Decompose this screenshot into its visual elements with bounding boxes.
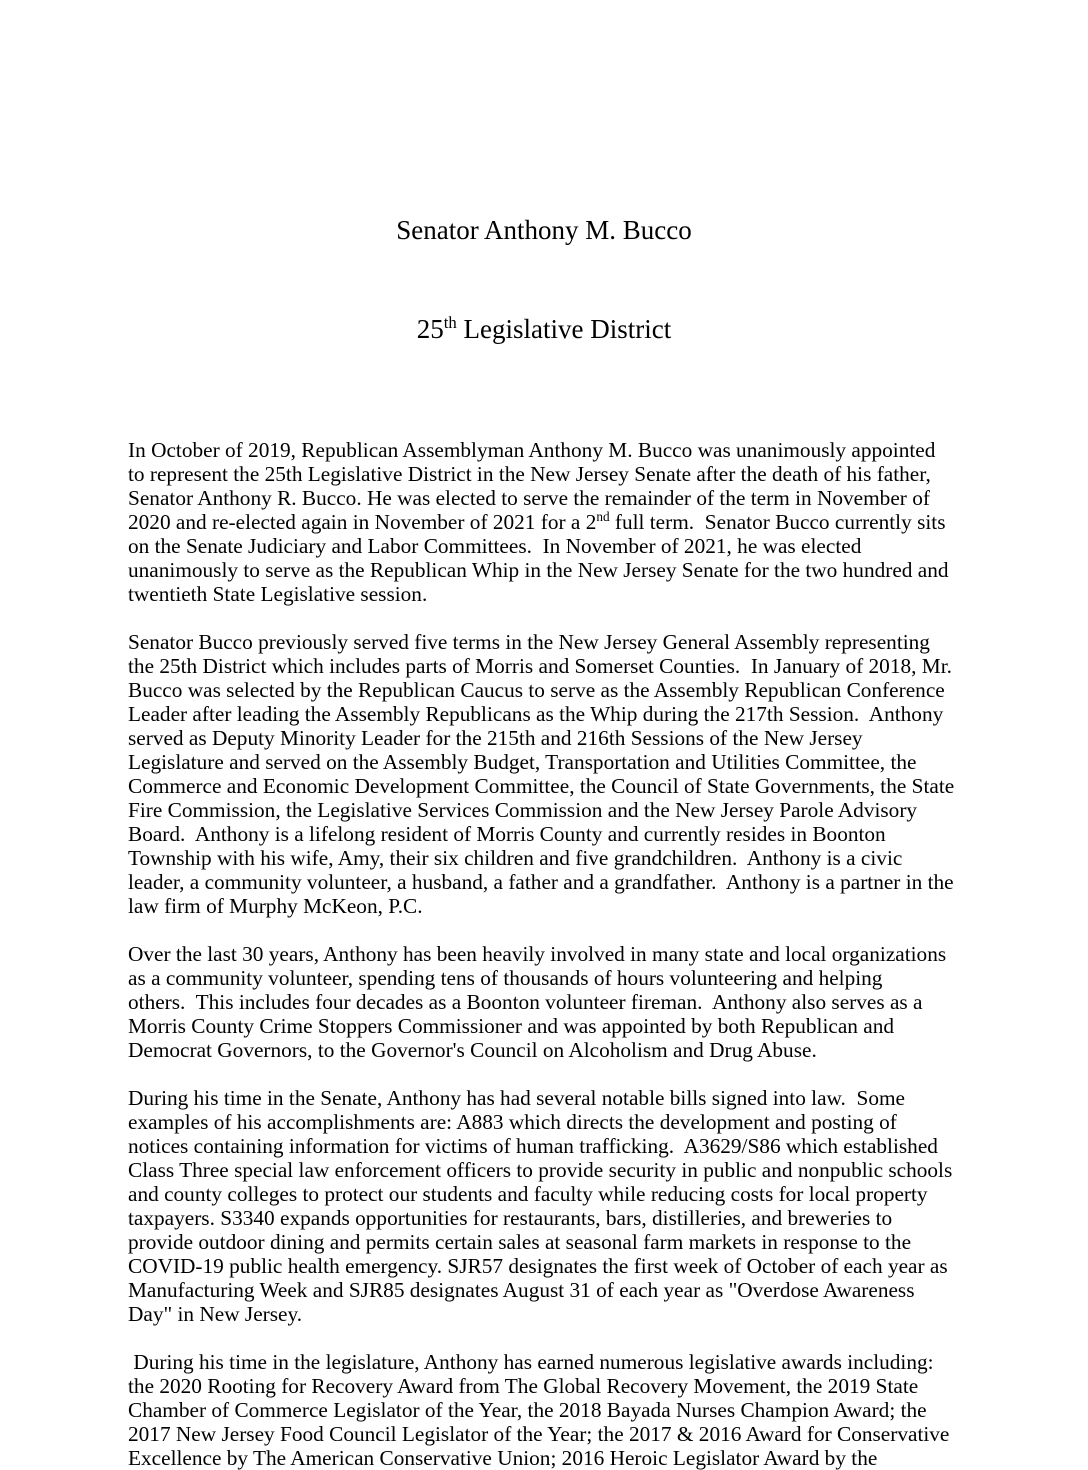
text-line: Bucco was selected by the Republican Caucus to serve as the Assembly Republican Conference (128, 678, 945, 702)
text-line: leader, a community volunteer, a husband, a father and a grandfather. Anthony is a partner in the (128, 870, 954, 894)
text-line: Leader after leading the Assembly Republicans as the Whip during the 217th Session. Anthony (128, 702, 944, 726)
text-line: Democrat Governors, to the Governor's Council on Alcoholism and Drug Abuse. (128, 1038, 817, 1062)
text-line: Legislature and served on the Assembly Budget, Transportation and Utilities Committee, the (128, 750, 917, 774)
text-line: During his time in the Senate, Anthony has had several notable bills signed into law. Some (128, 1086, 906, 1110)
title-line-1: Senator Anthony M. Bucco (396, 215, 692, 245)
text-line: Senator Bucco previously served five terms in the New Jersey General Assembly representing (128, 630, 930, 654)
text-line: examples of his accomplishments are: A883 which directs the development and posting of (128, 1110, 897, 1134)
title-line-2: 25th Legislative District (416, 313, 672, 344)
text-line: Excellence by The American Conservative Union; 2016 Heroic Legislator Award by the (128, 1446, 878, 1470)
text-line: Over the last 30 years, Anthony has been heavily involved in many state and local organizations (128, 942, 947, 966)
text-line: served as Deputy Minority Leader for the 215th and 216th Sessions of the New Jersey (128, 726, 863, 750)
text-line: Manufacturing Week and SJR85 designates August 31 of each year as "Overdose Awareness (128, 1278, 915, 1302)
text-line: and county colleges to protect our students and faculty while reducing costs for local property (128, 1182, 928, 1206)
text-line: others. This includes four decades as a Boonton volunteer fireman. Anthony also serves as a (128, 990, 923, 1014)
text-line: Senator Anthony R. Bucco. He was elected to serve the remainder of the term in November of (128, 486, 930, 510)
text-line: Fire Commission, the Legislative Services Commission and the New Jersey Parole Advisory (128, 798, 918, 822)
text-line: as a community volunteer, spending tens of thousands of hours volunteering and helping (128, 966, 883, 990)
text-line: unanimously to serve as the Republican Whip in the New Jersey Senate for the two hundred and (128, 558, 949, 582)
paragraph (128, 1350, 960, 1470)
text-line: COVID-19 public health emergency. SJR57 designates the first week of October of each year as (128, 1254, 948, 1278)
text-line: Morris County Crime Stoppers Commissioner and was appointed by both Republican and (128, 1014, 895, 1038)
text-line: provide outdoor dining and permits certain sales at seasonal farm markets in response to the (128, 1230, 912, 1254)
document-body (128, 438, 960, 1470)
text-line: Day" in New Jersey. (128, 1302, 303, 1326)
text-line: Board. Anthony is a lifelong resident of Morris County and currently resides in Boonton (128, 822, 886, 846)
paragraph (128, 1086, 960, 1326)
text-line: twentieth State Legislative session. (128, 582, 428, 606)
text-line: In October of 2019, Republican Assemblyman Anthony M. Bucco was unanimously appointed (128, 438, 936, 462)
paragraph (128, 630, 960, 918)
text-line: Township with his wife, Amy, their six children and five grandchildren. Anthony is a civic (128, 846, 903, 870)
text-line: Commerce and Economic Development Committee, the Council of State Governments, the State (128, 774, 955, 798)
text-line: notices containing information for victims of human trafficking. A3629/S86 which established (128, 1134, 938, 1158)
paragraph (128, 438, 960, 606)
text-line: the 25th District which includes parts of Morris and Somerset Counties. In January of 2018, Mr. (128, 654, 952, 678)
text-line: taxpayers. S3340 expands opportunities for restaurants, bars, distilleries, and breweries to (128, 1206, 893, 1230)
text-line: 2020 and re-elected again in November of 2021 for a 2nd full term. Senator Bucco currently sits (128, 508, 946, 534)
text-line: law firm of Murphy McKeon, P.C. (128, 894, 423, 918)
text-line: Chamber of Commerce Legislator of the Year, the 2018 Bayada Nurses Champion Award; the (128, 1398, 927, 1422)
document-title (128, 148, 960, 412)
text-line: on the Senate Judiciary and Labor Committees. In November of 2021, he was elected (128, 534, 862, 558)
text-line: Class Three special law enforcement officers to provide security in public and nonpublic schools (128, 1158, 953, 1182)
text-line: During his time in the legislature, Anthony has earned numerous legislative awards including: (128, 1350, 934, 1374)
paragraph (128, 942, 960, 1062)
text-line: 2017 New Jersey Food Council Legislator of the Year; the 2017 & 2016 Award for Conservative (128, 1422, 950, 1446)
text-line: to represent the 25th Legislative District in the New Jersey Senate after the death of his father, (128, 462, 931, 486)
text-line: the 2020 Rooting for Recovery Award from The Global Recovery Movement, the 2019 State (128, 1374, 919, 1398)
